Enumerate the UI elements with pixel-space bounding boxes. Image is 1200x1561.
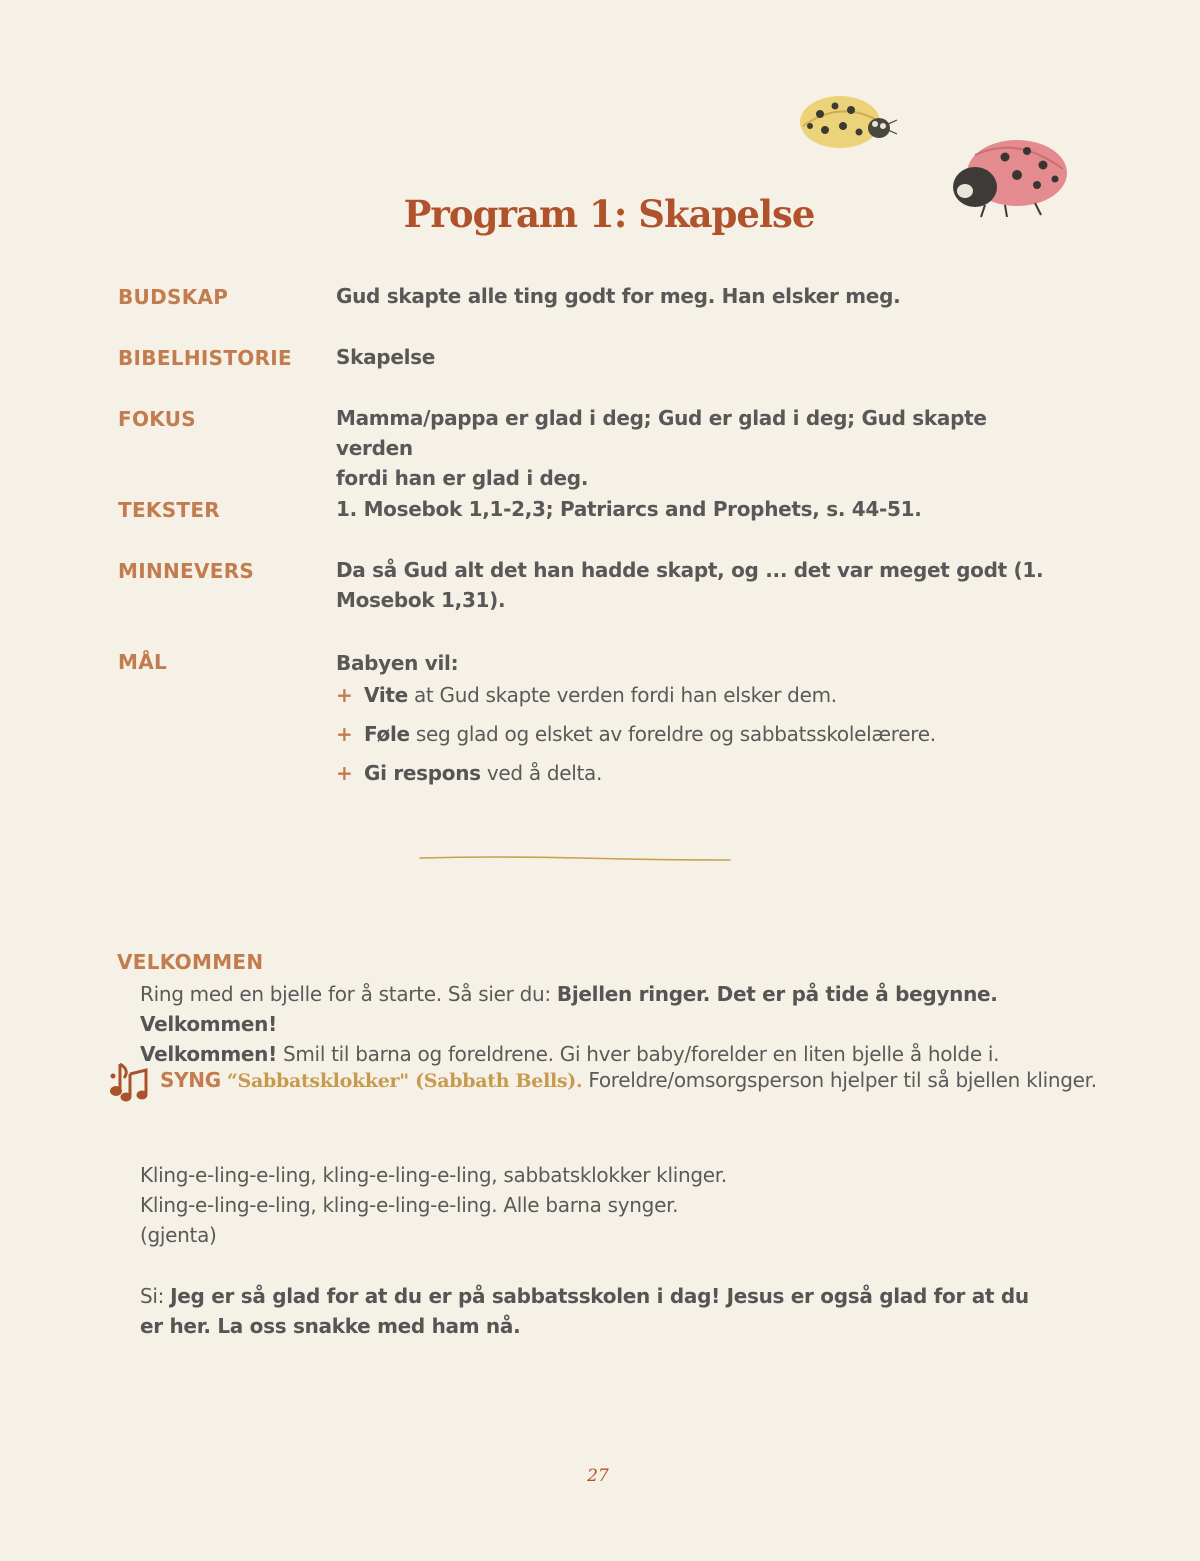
goal-text: ved å delta.: [480, 761, 603, 785]
lyrics-line: Kling-e-ling-e-ling, kling-e-ling-e-ling, sabbatsklokker klinger.: [140, 1163, 727, 1187]
velkommen-text: Smil til barna og foreldrene. Gi hver baby/forelder en liten bjelle å holde i.: [276, 1042, 1000, 1066]
si-line-2: [140, 1311, 1140, 1341]
plus-icon: +: [336, 683, 353, 707]
tekster-label: TEKSTER: [118, 498, 221, 522]
sing-instruction-text: Foreldre/omsorgsperson hjelper til så bjellen klinger.: [582, 1068, 1097, 1092]
goal-item: [336, 758, 1096, 788]
yellow-ladybug-illustration: [795, 90, 900, 152]
velkommen-paragraph: [140, 979, 1140, 1069]
si-prefix: Si:: [140, 1284, 171, 1308]
fokus-value: [336, 403, 1066, 493]
fokus-value-line-2: fordi han er glad i deg.: [336, 466, 589, 490]
lyrics-line: (gjenta): [140, 1223, 217, 1247]
tekster-value: 1. Mosebok 1,1-2,3; Patriarcs and Prophets, s. 44-51.: [336, 497, 922, 521]
page-number: 27: [587, 1466, 609, 1486]
velkommen-text: Ring med en bjelle for å starte. Så sier du:: [140, 982, 557, 1006]
fokus-value-line-1: Mamma/pappa er glad i deg; Gud er glad i deg; Gud skapte verden: [336, 406, 987, 460]
goal-bold-text: Føle: [364, 722, 410, 746]
plus-icon: +: [336, 761, 353, 785]
maal-intro: Babyen vil:: [336, 651, 459, 675]
maal-label: MÅL: [118, 650, 168, 674]
velkommen-heading: VELKOMMEN: [117, 950, 264, 974]
si-bold-text: Jeg er så glad for at du er på sabbatsskolen i dag! Jesus er også glad for at du: [170, 1284, 1029, 1308]
section-divider: [418, 854, 732, 862]
goals-list: [336, 680, 1096, 797]
song-title: “Sabbatsklokker" (Sabbath Bells).: [226, 1070, 583, 1092]
fokus-label: FOKUS: [118, 407, 196, 431]
minnevers-label: MINNEVERS: [118, 559, 255, 583]
si-paragraph: [140, 1281, 1140, 1341]
velkommen-bold-text: Bjellen ringer. Det er på tide å begynne. Velkommen!: [140, 982, 998, 1036]
song-lyrics: [140, 1160, 727, 1250]
sing-instruction: [108, 1060, 1168, 1104]
goal-text: at Gud skapte verden fordi han elsker dem.: [407, 683, 837, 707]
si-line-1: [140, 1281, 1140, 1311]
sing-word: SYNG: [160, 1068, 221, 1092]
budskap-label: BUDSKAP: [118, 285, 229, 309]
minnevers-value: [336, 555, 1066, 615]
bibelhistorie-value: Skapelse: [336, 345, 436, 369]
minnevers-value-line-1: Da så Gud alt det han hadde skapt, og ... det var meget godt (1.: [336, 558, 1044, 582]
goal-item: [336, 719, 1096, 749]
goal-text: seg glad og elsket av foreldre og sabbatsskolelærere.: [409, 722, 936, 746]
sing-text: [160, 1068, 1097, 1092]
page-title: Program 1: Skapelse: [403, 192, 815, 236]
goal-item: [336, 680, 1096, 710]
lyrics-line: Kling-e-ling-e-ling, kling-e-ling-e-ling. Alle barna synger.: [140, 1193, 679, 1217]
budskap-value: Gud skapte alle ting godt for meg. Han elsker meg.: [336, 284, 901, 308]
velkommen-bold-text: Velkommen!: [140, 1042, 277, 1066]
music-note-icon: [108, 1060, 150, 1102]
velkommen-line-1: [140, 979, 1140, 1039]
bibelhistorie-label: BIBELHISTORIE: [118, 346, 292, 370]
minnevers-value-line-2: Mosebok 1,31).: [336, 588, 506, 612]
goal-bold-text: Vite: [364, 683, 408, 707]
goal-bold-text: Gi respons: [364, 761, 481, 785]
si-bold-text: er her. La oss snakke med ham nå.: [140, 1314, 521, 1338]
plus-icon: +: [336, 722, 353, 746]
